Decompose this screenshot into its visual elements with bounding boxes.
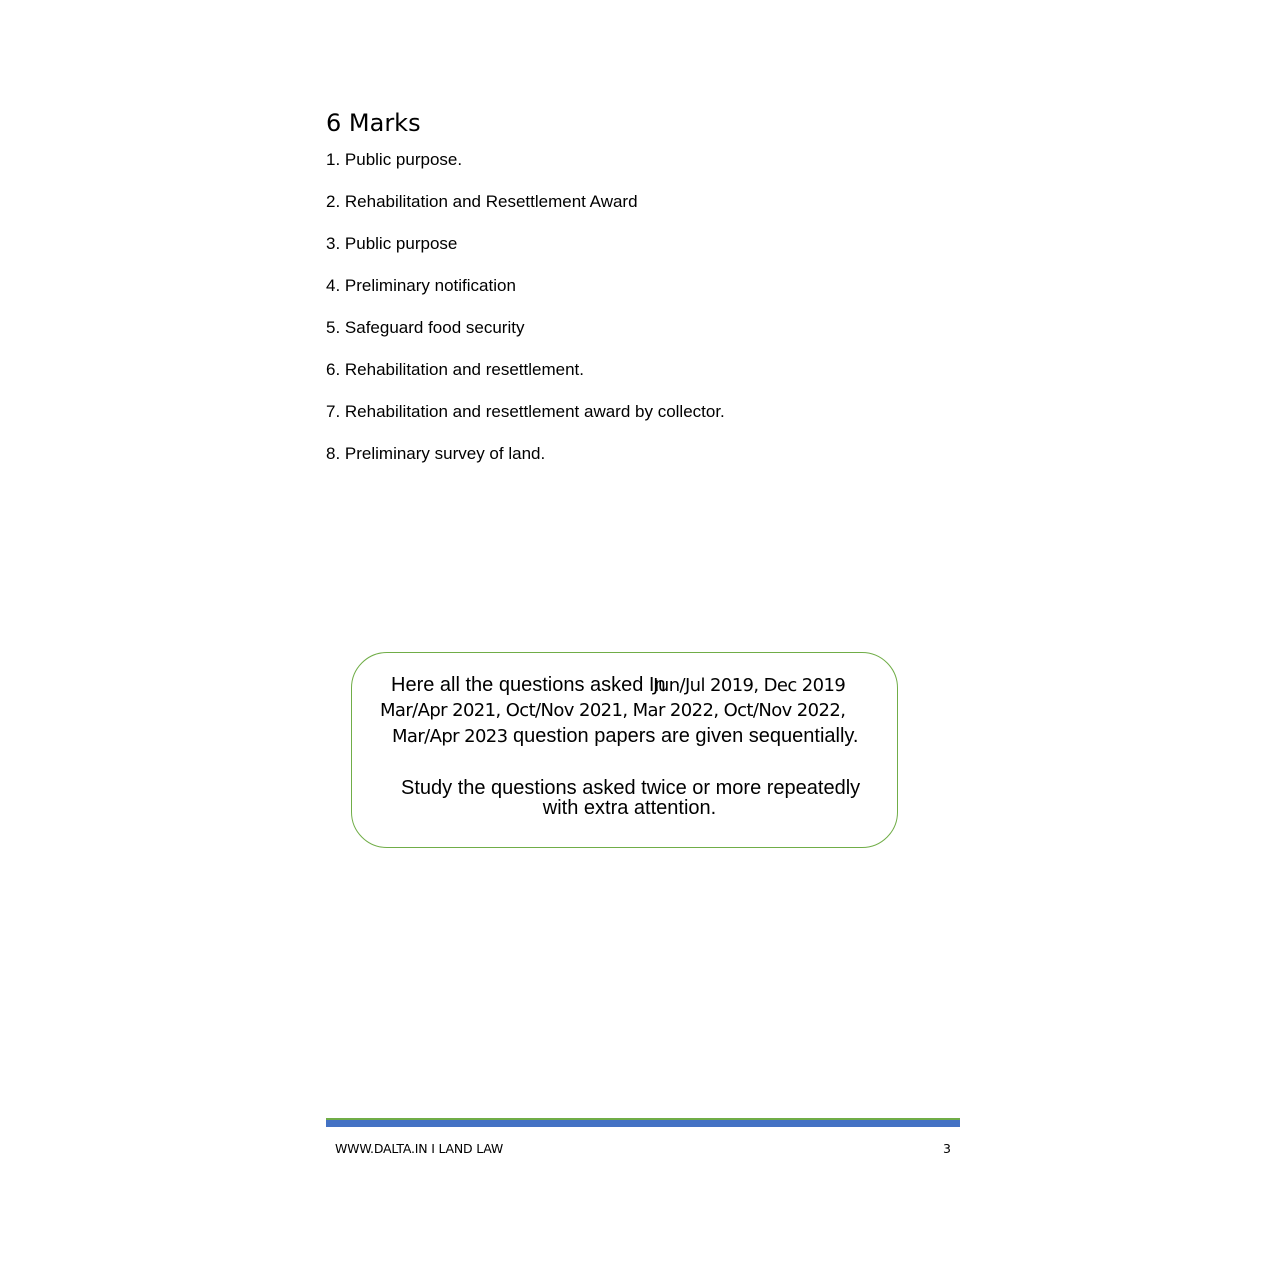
section-heading: 6 Marks xyxy=(326,109,421,137)
note-line-1-dates: Jun/Jul 2019, Dec 2019 xyxy=(653,675,846,696)
note-box xyxy=(351,652,898,848)
question-item: 3. Public purpose xyxy=(326,234,458,253)
footer-site-label: WWW.DALTA.IN I LAND LAW xyxy=(335,1141,504,1156)
question-item: 4. Preliminary notification xyxy=(326,276,516,295)
page-number: 3 xyxy=(943,1141,951,1156)
note-line-3-text: question papers are given sequentially. xyxy=(507,725,859,747)
note-line-2-dates: Mar/Apr 2021, Oct/Nov 2021, Mar 2022, Oct/Nov 2022, xyxy=(380,700,846,721)
question-item: 7. Rehabilitation and resettlement award by collector. xyxy=(326,402,725,421)
note-line-4: Study the questions asked twice or more repeatedly xyxy=(401,777,861,799)
note-line-1-text: Here all the questions asked In xyxy=(391,674,672,696)
question-item: 5. Safeguard food security xyxy=(326,318,525,337)
note-line-3 xyxy=(392,724,858,749)
note-line-1 xyxy=(391,673,845,698)
question-item: 6. Rehabilitation and resettlement. xyxy=(326,360,584,379)
question-item: 2. Rehabilitation and Resettlement Award xyxy=(326,192,638,211)
note-line-3-dates: Mar/Apr 2023 xyxy=(392,726,508,747)
question-item: 8. Preliminary survey of land. xyxy=(326,444,546,463)
question-list xyxy=(326,148,725,484)
note-line-2 xyxy=(380,698,845,723)
question-item: 1. Public purpose. xyxy=(326,150,463,169)
note-line-5: with extra attention. xyxy=(542,797,717,819)
footer-rule-thick xyxy=(326,1120,960,1127)
